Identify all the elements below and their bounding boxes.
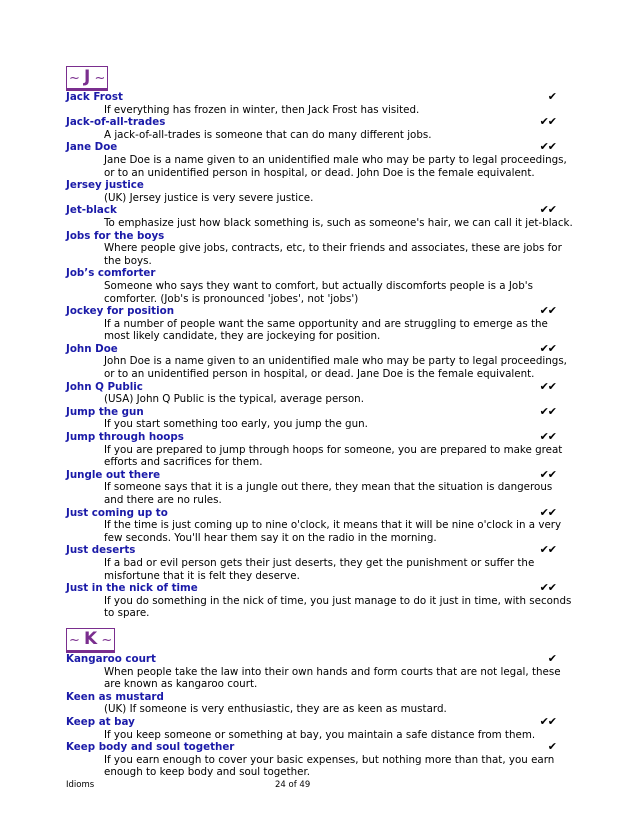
idiom-entry	[66, 141, 576, 179]
idiom-definition: (UK) Jersey justice is very severe justice.	[104, 191, 314, 204]
idiom-term: John Q Public	[66, 380, 143, 393]
idiom-entry	[66, 582, 576, 620]
idiom-term: Jack Frost	[66, 91, 123, 103]
idiom-term: Jockey for position	[66, 305, 175, 318]
idiom-definition: If the time is just coming up to nine o'clock, it means that it will be nine o'clock in a very few seconds. You'll hear them say it on the radio in the morning.	[104, 519, 562, 544]
checkmark-icon: ✔✔	[539, 581, 556, 595]
page-number: 24 of 49	[275, 780, 311, 790]
idiom-term: Jack-of-all-trades	[66, 116, 166, 129]
idiom-entry	[66, 716, 576, 741]
idiom-definition: (USA) John Q Public is the typical, average person.	[104, 393, 364, 406]
idiom-entry	[66, 179, 576, 204]
footer-title: Idioms	[66, 780, 95, 790]
idiom-entry	[66, 267, 576, 305]
checkmark-icon: ✔✔	[539, 430, 556, 444]
idiom-entry	[66, 653, 576, 691]
idiom-term: Jet-black	[66, 204, 117, 217]
idiom-term: Just coming up to	[66, 506, 168, 519]
idiom-entry	[66, 305, 576, 343]
idiom-entry	[66, 406, 576, 431]
section-header-j: ~ J ~	[66, 66, 108, 91]
idiom-definition: If you keep someone or something at bay, you maintain a safe distance from them.	[104, 728, 536, 741]
idiom-entry	[66, 116, 576, 141]
idiom-definition: If a number of people want the same opportunity and are struggling to emerge as the most likely candidate, they are jockeying for position.	[104, 317, 548, 343]
section-j	[66, 66, 576, 620]
idiom-term: Jersey justice	[66, 179, 144, 192]
checkmark-icon: ✔✔	[539, 543, 556, 557]
checkmark-icon: ✔	[547, 651, 556, 665]
idiom-entry	[66, 204, 576, 229]
idiom-entry	[66, 381, 576, 406]
idiom-entry	[66, 544, 576, 582]
idiom-term: Just deserts	[66, 544, 136, 557]
checkmark-icon: ✔✔	[539, 714, 556, 728]
idiom-term: Jump the gun	[66, 405, 144, 418]
idiom-definition: (UK) If someone is very enthusiastic, they are as keen as mustard.	[104, 703, 447, 716]
idiom-definition: A jack-of-all-trades is someone that can do many different jobs.	[104, 128, 432, 141]
idiom-entry	[66, 691, 576, 716]
idiom-term: Kangaroo court	[66, 652, 156, 665]
idiom-term: John Doe	[66, 342, 118, 355]
idiom-entry	[66, 507, 576, 545]
checkmark-icon: ✔✔	[539, 505, 556, 519]
document-page	[66, 66, 576, 779]
idiom-entry	[66, 469, 576, 507]
idiom-term: Keep at bay	[66, 715, 135, 728]
section-header-k: ~ K ~	[66, 628, 115, 653]
idiom-definition: When people take the law into their own hands and form courts that are not legal, these are known as kangaroo court.	[104, 665, 561, 691]
entry-list	[66, 91, 576, 620]
idiom-entry	[66, 343, 576, 381]
checkmark-icon: ✔✔	[539, 379, 556, 393]
idiom-entry	[66, 230, 576, 268]
idiom-entry	[66, 91, 576, 116]
checkmark-icon: ✔✔	[539, 341, 556, 355]
entry-list	[66, 653, 576, 779]
section-letter: K	[84, 628, 98, 649]
section-letter: J	[84, 67, 91, 87]
idiom-term: Jobs for the boys	[66, 229, 165, 242]
checkmark-icon: ✔	[547, 90, 556, 103]
idiom-definition: If a bad or evil person gets their just deserts, they get the punishment or suffer the misfortune that it is felt they deserve.	[104, 556, 535, 582]
idiom-term: Jane Doe	[66, 141, 118, 154]
idiom-term: Keen as mustard	[66, 690, 164, 703]
idiom-definition: Jane Doe is a name given to an unidentified male who may be party to legal proceedings, or to an unidentified person in hospital, or dead. John Doe is the female equivalent.	[104, 153, 567, 179]
idiom-definition: If you earn enough to cover your basic expenses, but nothing more than that, you earn enough to keep body and soul together.	[104, 753, 555, 779]
idiom-entry	[66, 741, 576, 779]
checkmark-icon: ✔✔	[539, 203, 556, 217]
checkmark-icon: ✔✔	[539, 304, 556, 318]
idiom-definition: If you start something too early, you jump the gun.	[104, 418, 368, 431]
idiom-definition: John Doe is a name given to an unidentified male who may be party to legal proceedings, or to an unidentified person in hospital, or dead. Jane Doe is the female equivalent.	[104, 355, 567, 381]
idiom-term: Just in the nick of time	[66, 582, 198, 595]
checkmark-icon: ✔	[547, 740, 556, 754]
idiom-definition: If you do something in the nick of time, you just manage to do it just in time, with seconds to spare.	[104, 594, 572, 620]
idiom-definition: If everything has frozen in winter, then Jack Frost has visited.	[104, 103, 420, 116]
idiom-term: Job’s comforter	[66, 267, 156, 280]
idiom-definition: To emphasize just how black something is, such as someone's hair, we can call it jet-black.	[104, 216, 573, 229]
idiom-definition: Where people give jobs, contracts, etc, to their friends and associates, these are jobs for the boys.	[104, 242, 562, 267]
idiom-term: Jump through hoops	[66, 431, 184, 444]
checkmark-icon: ✔✔	[539, 404, 556, 418]
section-k	[66, 628, 576, 779]
idiom-definition: If someone says that it is a jungle out there, they mean that the situation is dangerous and there are no rules.	[104, 481, 553, 506]
checkmark-icon: ✔✔	[539, 115, 556, 129]
idiom-term: Jungle out there	[66, 468, 161, 481]
idiom-entry	[66, 431, 576, 469]
idiom-definition: If you are prepared to jump through hoops for someone, you are prepared to make great efforts and sacrifices for them.	[104, 443, 563, 469]
checkmark-icon: ✔✔	[539, 140, 556, 154]
checkmark-icon: ✔✔	[539, 467, 556, 481]
idiom-definition: Someone who says they want to comfort, but actually discomforts people is a Job's comforter. (Job's is pronounced 'jobes', not 'jobs')	[104, 279, 533, 305]
idiom-term: Keep body and soul together	[66, 741, 235, 754]
